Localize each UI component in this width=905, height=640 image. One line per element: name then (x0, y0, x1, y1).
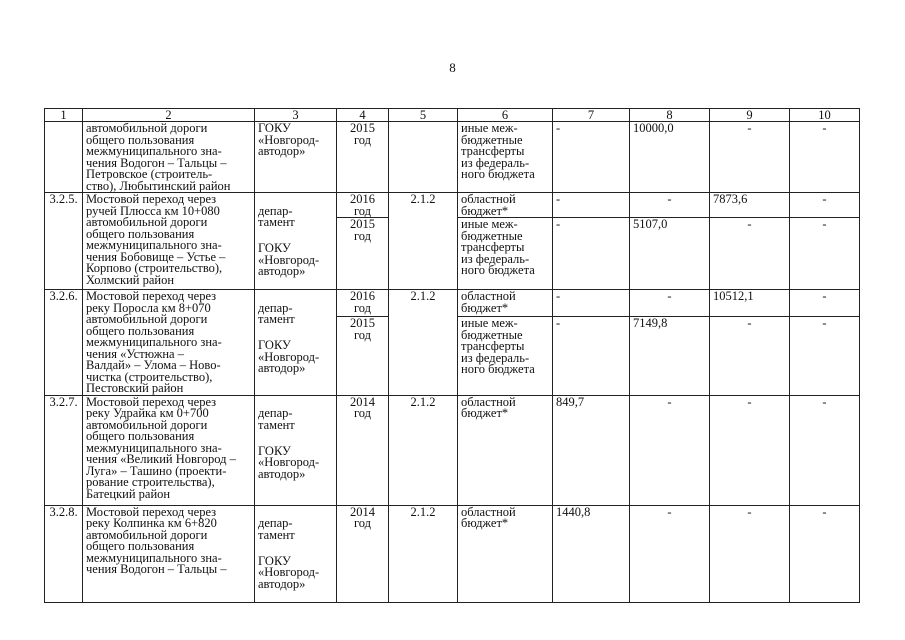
item-number: 3.2.5. (45, 193, 83, 290)
code: 2.1.2 (389, 505, 458, 602)
item-name: Мостовой переход через ручей Плюсса км 10+080 автомобильной дороги общего пользования межмуниципального зна- чения Бобовище – Устье – Корпово (строительство), Холмский район (83, 193, 255, 290)
header-cell: 7 (553, 109, 630, 122)
code: 2.1.2 (389, 193, 458, 290)
item-number: 3.2.7. (45, 395, 83, 505)
header-cell: 5 (389, 109, 458, 122)
item-number (45, 122, 83, 193)
item-name: Мостовой переход через реку Поросла км 8+070 автомобильной дороги общего пользования межмуниципального зна- чения «Устюжна – Валдай» – Улома – Ново- чистка (строительство), Пестовский район (83, 290, 255, 396)
funding-source: иные меж- бюджетные трансферты из федераль- ного бюджета (458, 218, 553, 290)
executor-dept: депар- тамент (258, 516, 295, 542)
amount-col7: 1440,8 (553, 505, 630, 602)
budget-table (44, 108, 860, 603)
funding-source: иные меж- бюджетные трансферты из федераль- ного бюджета (458, 122, 553, 193)
year: 2015 год (337, 122, 389, 193)
amount-col9: - (710, 505, 790, 602)
amount-col10: - (790, 505, 860, 602)
amount-col10: - (790, 122, 860, 193)
amount-col8: 5107,0 (630, 218, 710, 290)
item-name: Мостовой переход через реку Удрайка км 0+700 автомобильной дороги общего пользования межмуниципального зна- чения «Великий Новгород – Луга» – Ташино (проекти- рование строительства), Батецкий район (83, 395, 255, 505)
amount-col9: 10512,1 (710, 290, 790, 317)
funding-source: областной бюджет* (458, 505, 553, 602)
amount-col8: 10000,0 (630, 122, 710, 193)
header-cell: 10 (790, 109, 860, 122)
amount-col8: 7149,8 (630, 317, 710, 395)
item-number: 3.2.6. (45, 290, 83, 396)
amount-col7: 849,7 (553, 395, 630, 505)
code (389, 122, 458, 193)
code: 2.1.2 (389, 395, 458, 505)
header-cell: 1 (45, 109, 83, 122)
header-cell: 8 (630, 109, 710, 122)
year: 2015 год (337, 317, 389, 395)
amount-col9: - (710, 122, 790, 193)
executor-dept: депар- тамент (258, 406, 295, 432)
amount-col8: - (630, 395, 710, 505)
executor: ГОКУ «Новгород- автодор» (255, 122, 337, 193)
header-cell: 4 (337, 109, 389, 122)
executor-goku: ГОКУ «Новгород- автодор» (258, 241, 320, 278)
amount-col10: - (790, 317, 860, 395)
executor-goku: ГОКУ «Новгород- автодор» (258, 553, 320, 591)
amount-col7: - (553, 290, 630, 317)
executor-goku: ГОКУ «Новгород- автодор» (258, 338, 320, 375)
year: 2016 год (337, 290, 389, 317)
amount-col8: - (630, 505, 710, 602)
amount-col10: - (790, 290, 860, 317)
header-cell: 2 (83, 109, 255, 122)
table-row (45, 290, 860, 317)
funding-source: областной бюджет* (458, 193, 553, 218)
amount-col9: - (710, 395, 790, 505)
table-row (45, 395, 860, 505)
amount-col10: - (790, 193, 860, 218)
executor (255, 193, 337, 290)
header-cell: 3 (255, 109, 337, 122)
table-row (45, 505, 860, 602)
executor (255, 290, 337, 396)
funding-source: областной бюджет* (458, 290, 553, 317)
executor-dept: депар- тамент (258, 300, 295, 326)
year: 2016 год (337, 193, 389, 218)
amount-col7: - (553, 317, 630, 395)
amount-col7: - (553, 122, 630, 193)
amount-col9: 7873,6 (710, 193, 790, 218)
amount-col10: - (790, 395, 860, 505)
page-number: 8 (449, 60, 456, 75)
executor (255, 395, 337, 505)
header-cell: 6 (458, 109, 553, 122)
header-row (45, 109, 860, 122)
item-name: Мостовой переход через реку Колпинка км 6+820 автомобильной дороги общего пользования межмуниципального зна- чения Водогон – Тальцы – (83, 505, 255, 602)
header-cell: 9 (710, 109, 790, 122)
amount-col7: - (553, 193, 630, 218)
item-number: 3.2.8. (45, 505, 83, 602)
table-row (45, 193, 860, 218)
amount-col9: - (710, 317, 790, 395)
funding-source: областной бюджет* (458, 395, 553, 505)
code: 2.1.2 (389, 290, 458, 396)
executor (255, 505, 337, 602)
executor-dept: депар- тамент (258, 203, 295, 229)
amount-col10: - (790, 218, 860, 290)
amount-col8: - (630, 290, 710, 317)
funding-source: иные меж- бюджетные трансферты из федераль- ного бюджета (458, 317, 553, 395)
executor-goku: ГОКУ «Новгород- автодор» (258, 443, 320, 481)
amount-col8: - (630, 193, 710, 218)
year: 2015 год (337, 218, 389, 290)
item-name: автомобильной дороги общего пользования межмуниципального зна- чения Водогон – Тальцы – Петровское (строитель- ство), Любытинский район (83, 122, 255, 193)
amount-col7: - (553, 218, 630, 290)
year: 2014 год (337, 505, 389, 602)
year: 2014 год (337, 395, 389, 505)
table-row (45, 122, 860, 193)
amount-col9: - (710, 218, 790, 290)
